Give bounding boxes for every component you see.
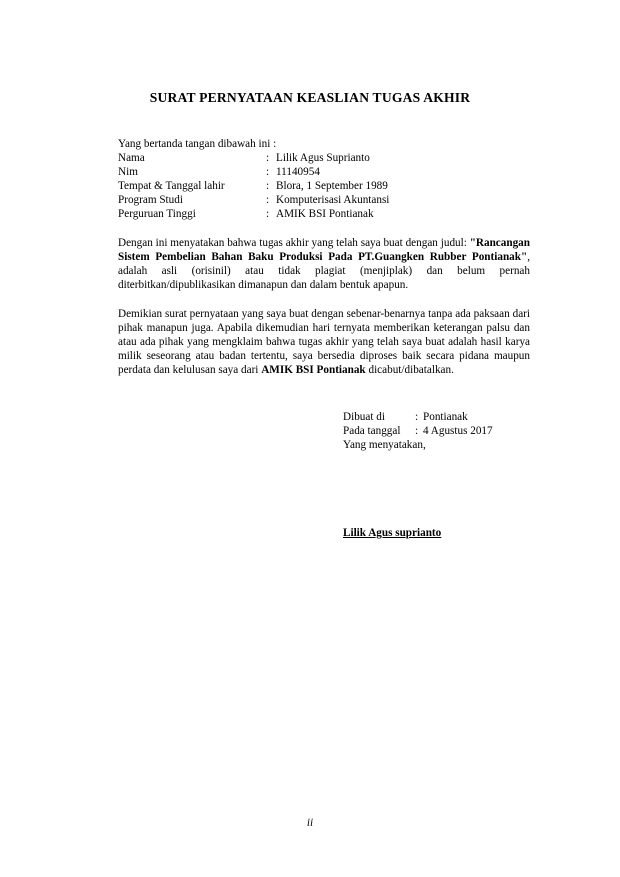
identity-row-university xyxy=(118,207,389,221)
identity-separator: : xyxy=(266,152,270,164)
statement-text-before: Dengan ini menyatakan bahwa tugas akhir yang telah saya buat dengan judul: xyxy=(118,237,470,249)
place-separator: : xyxy=(415,411,419,423)
place-label: Dibuat di xyxy=(343,411,385,423)
identity-label: Program Studi xyxy=(118,194,183,206)
identity-row-birth xyxy=(118,179,389,193)
signature-date-row xyxy=(343,424,493,438)
identity-row-nim xyxy=(118,165,389,179)
statement-label: Yang menyatakan, xyxy=(343,439,426,451)
identity-value: Lilik Agus Suprianto xyxy=(276,152,370,164)
identity-label: Perguruan Tinggi xyxy=(118,208,196,220)
identity-row-program xyxy=(118,193,389,207)
intro-text: Yang bertanda tangan dibawah ini : xyxy=(118,138,277,150)
page-number: ii xyxy=(306,817,314,829)
identity-table xyxy=(118,151,389,221)
closing-paragraph xyxy=(118,307,530,377)
signature-block xyxy=(343,410,493,452)
closing-text-after: dicabut/dibatalkan. xyxy=(365,364,454,376)
place-value: Pontianak xyxy=(423,411,468,423)
closing-text-before: Demikian surat pernyataan yang saya buat dengan sebenar-benarnya tanpa ada paksaan dari pihak manapun juga. Apabila dikemudian hari ternyata memberikan keterangan palsu dan atau ada pihak yang mengklaim bahwa tugas akhir yang telah saya buat adalah hasil karya milik seseorang atau badan tertentu, saya bersedia diproses baik secara pidana maupun perdata dan kelulusan saya dari xyxy=(118,308,530,376)
identity-value: Komputerisasi Akuntansi xyxy=(276,194,390,206)
identity-label: Tempat & Tanggal lahir xyxy=(118,180,225,192)
identity-value: 11140954 xyxy=(276,166,320,178)
signature-place-row xyxy=(343,410,493,424)
statement-text-after: , adalah asli (orisinil) atau tidak plagiat (menjiplak) dan belum pernah diterbitkan/dipublikasikan dimanapun dan dalam bentuk apapun. xyxy=(118,251,530,291)
statement-paragraph xyxy=(118,236,530,292)
signature-statement-row xyxy=(343,438,493,452)
identity-separator: : xyxy=(266,194,270,206)
identity-value: AMIK BSI Pontianak xyxy=(276,208,374,220)
date-separator: : xyxy=(415,425,419,437)
identity-value: Blora, 1 September 1989 xyxy=(276,180,388,192)
signer-name: Lilik Agus suprianto xyxy=(343,527,442,539)
thesis-title: "Rancangan Sistem Pembelian Bahan Baku Produksi Pada PT.Guangken Rubber Pontianak" xyxy=(118,237,530,263)
identity-label: Nama xyxy=(118,152,145,164)
date-value: 4 Agustus 2017 xyxy=(423,425,493,437)
date-label: Pada tanggal xyxy=(343,425,401,437)
identity-separator: : xyxy=(266,208,270,220)
identity-label: Nim xyxy=(118,166,138,178)
document-title: SURAT PERNYATAAN KEASLIAN TUGAS AKHIR xyxy=(149,90,471,105)
identity-row-name xyxy=(118,151,389,165)
identity-separator: : xyxy=(266,180,270,192)
identity-separator: : xyxy=(266,166,270,178)
institution-name: AMIK BSI Pontianak xyxy=(261,364,366,376)
